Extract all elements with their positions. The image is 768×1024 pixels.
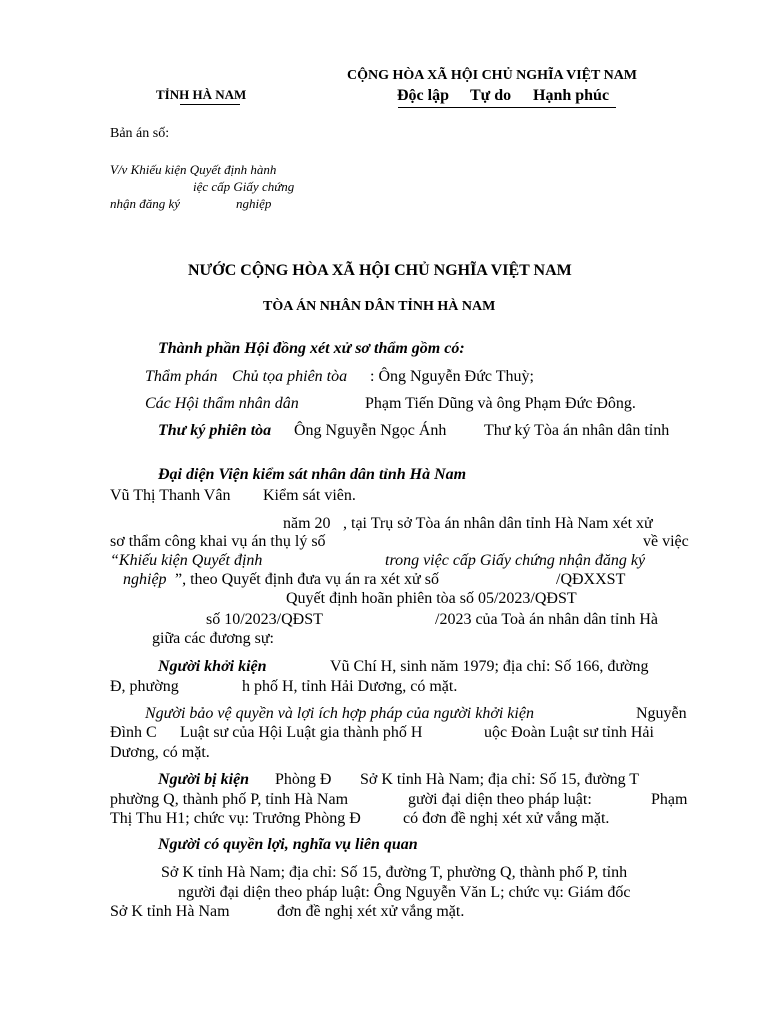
- judge-label: Thẩm phán: [145, 368, 218, 385]
- defendant-absence: có đơn đề nghị xét xử vắng mặt.: [403, 810, 610, 827]
- decision-number: số 10/2023/QĐST: [206, 611, 323, 628]
- case-subject-line-3a: nhận đăng ký: [110, 196, 181, 211]
- court-heading: TÒA ÁN NHÂN DÂN TỈNH HÀ NAM: [263, 299, 496, 314]
- plaintiff-rep-org: Luật sư của Hội Luật gia thành phố H: [180, 724, 423, 741]
- judgment-number-label: Bản án số:: [110, 126, 170, 141]
- plaintiff-address-a: Đ, phường: [110, 678, 179, 695]
- assessors-names: Phạm Tiến Dũng và ông Phạm Đức Đông.: [365, 395, 636, 412]
- defendant-label: Người bị kiện: [158, 771, 250, 788]
- issuing-province: TỈNH HÀ NAM: [156, 87, 247, 102]
- plaintiff-rep-name: Đình C: [110, 724, 157, 741]
- related-party-address: Sở K tỉnh Hà Nam; địa chỉ: Số 15, đường T, phường Q, thành phố P, tỉnh: [161, 864, 628, 881]
- defendant-name: Phòng Đ: [275, 771, 332, 788]
- case-type-detail: trong việc cấp Giấy chứng nhận đăng ký: [385, 552, 646, 569]
- trial-decision-code: /QĐXXST: [556, 571, 626, 588]
- defendant-rep-intro: gười đại diện theo pháp luật:: [408, 791, 592, 808]
- case-type-quote: “Khiếu kiện Quyết định: [110, 552, 263, 569]
- prosecutor-name: Vũ Thị Thanh Vân: [110, 487, 231, 504]
- motto-part-2: Tự do: [470, 87, 512, 104]
- defendant-rep-surname: Phạm: [651, 791, 688, 808]
- case-type-end: nghiệp: [123, 571, 167, 588]
- motto-underline: [398, 107, 616, 108]
- secretary-role: Thư ký Tòa án nhân dân tỉnh: [484, 422, 670, 439]
- plaintiff-rep-surname: Nguyễn: [636, 705, 687, 722]
- header-left-underline: [180, 104, 240, 105]
- case-acceptance: sơ thẩm công khai vụ án thụ lý số: [110, 533, 326, 550]
- case-subject-line-2: iệc cấp Giấy chứng: [193, 179, 295, 194]
- defendant-address: Sở K tỉnh Hà Nam; địa chỉ: Số 15, đường T: [360, 771, 640, 788]
- case-regarding: về việc: [643, 533, 689, 550]
- secretary-label: Thư ký phiên tòa: [158, 422, 272, 439]
- related-party-label: Người có quyền lợi, nghĩa vụ liên quan: [158, 836, 418, 853]
- defendant-address-cont: phường Q, thành phố P, tỉnh Hà Nam: [110, 791, 349, 808]
- parties-intro: giữa các đương sự:: [152, 630, 274, 647]
- motto-part-1: Độc lập: [397, 87, 449, 104]
- plaintiff-rep-presence: Dương, có mặt.: [110, 744, 210, 761]
- plaintiff-details: Vũ Chí H, sinh năm 1979; địa chỉ: Số 166, đường: [330, 658, 649, 675]
- plaintiff-rep-bar: uộc Đoàn Luật sư tỉnh Hải: [484, 724, 654, 741]
- hearing-year: năm 20: [283, 515, 331, 532]
- prosecutor-role: Kiểm sát viên.: [263, 487, 356, 504]
- trial-decision: ”, theo Quyết định đưa vụ án ra xét xử số: [175, 571, 439, 588]
- panel-heading: Thành phần Hội đồng xét xử sơ thẩm gồm có:: [158, 340, 465, 357]
- presiding-judge-name: : Ông Nguyễn Đức Thuỳ;: [370, 368, 534, 385]
- presiding-label: Chủ tọa phiên tòa: [232, 368, 348, 385]
- related-party-absence: đơn đề nghị xét xử vắng mặt.: [277, 903, 465, 920]
- plaintiff-rep-label: Người bảo vệ quyền và lợi ích hợp pháp của người khởi kiện: [145, 705, 534, 722]
- related-party-name: Sở K tỉnh Hà Nam: [110, 903, 230, 920]
- case-subject-line-1: V/v Khiếu kiện Quyết định hành: [110, 162, 277, 177]
- country-heading: NƯỚC CỘNG HÒA XÃ HỘI CHỦ NGHĨA VIỆT NAM: [188, 262, 572, 279]
- secretary-name: Ông Nguyễn Ngọc Ánh: [294, 422, 447, 439]
- defendant-rep-details: Thị Thu H1; chức vụ: Trưởng Phòng Đ: [110, 810, 361, 827]
- case-subject-line-3b: nghiệp: [236, 196, 272, 211]
- related-party-rep: người đại diện theo pháp luật: Ông Nguyễn Văn L; chức vụ: Giám đốc: [178, 884, 631, 901]
- decision-court: /2023 của Toà án nhân dân tỉnh Hà: [435, 611, 658, 628]
- hearing-venue: , tại Trụ sở Tòa án nhân dân tỉnh Hà Nam xét xử: [343, 515, 653, 532]
- procuracy-heading: Đại diện Viện kiểm sát nhân dân tỉnh Hà Nam: [158, 466, 467, 483]
- plaintiff-address-b: h phố H, tỉnh Hải Dương, có mặt.: [242, 678, 458, 695]
- postponement-decision: Quyết định hoãn phiên tòa số 05/2023/QĐST: [286, 590, 577, 607]
- plaintiff-label: Người khởi kiện: [158, 658, 267, 675]
- national-title: CỘNG HÒA XÃ HỘI CHỦ NGHĨA VIỆT NAM: [347, 68, 638, 83]
- motto-part-3: Hạnh phúc: [533, 87, 610, 104]
- assessors-label: Các Hội thẩm nhân dân: [145, 395, 299, 412]
